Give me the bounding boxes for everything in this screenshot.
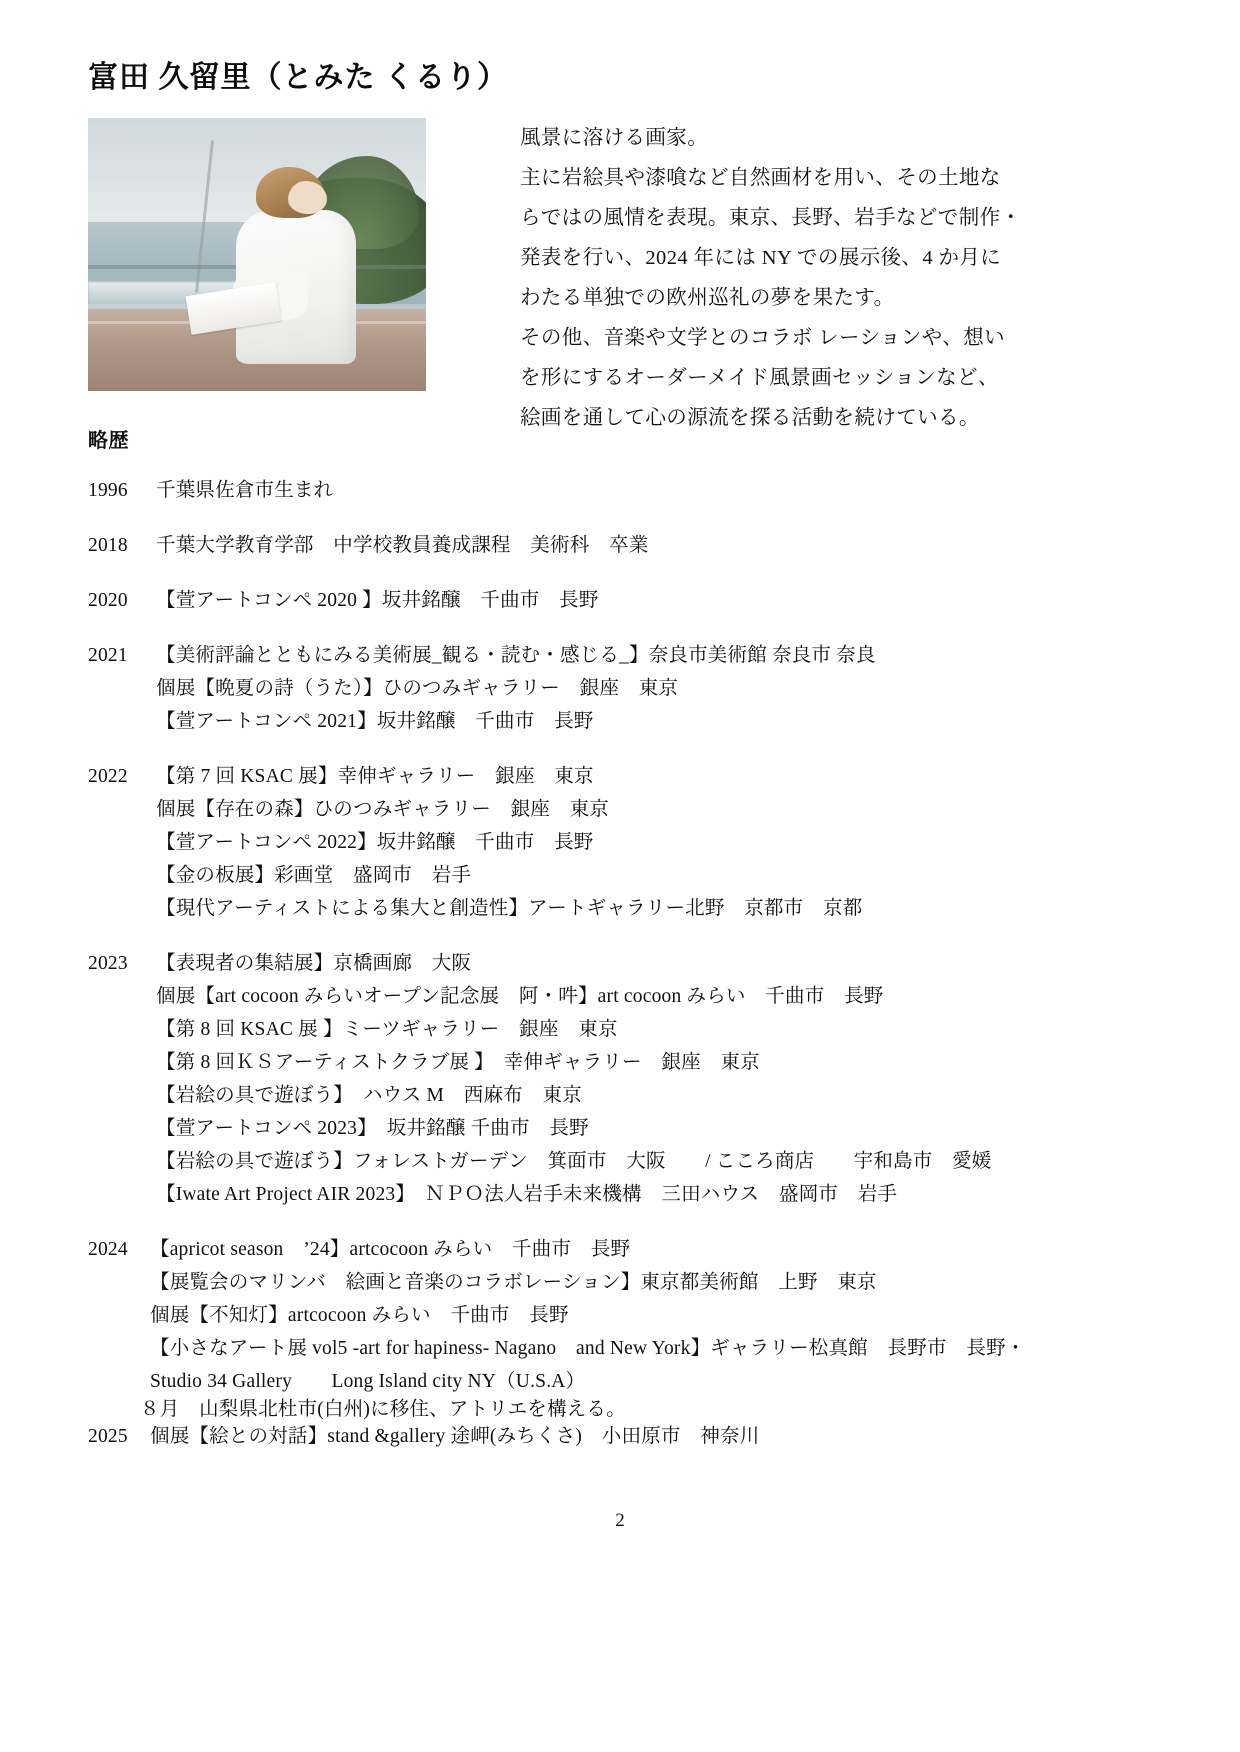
history-line: 【小さなアート展 vol5 -art for hapiness- Nagano and New York】ギャラリー松真館 長野市 長野・ bbox=[150, 1338, 1026, 1359]
history-line: 【第 7 回 KSAC 展】幸伸ギャラリー 銀座 東京 bbox=[156, 766, 594, 787]
history-year: 2023 bbox=[88, 953, 128, 974]
history-entry bbox=[88, 947, 1158, 1211]
bio-line: を形にするオーダーメイド風景画セッションなど、 bbox=[520, 367, 999, 389]
history-lines bbox=[150, 947, 1158, 1211]
history-lines bbox=[150, 760, 1158, 925]
history-line: 【岩絵の具で遊ぼう】 ハウス M 西麻布 東京 bbox=[156, 1085, 582, 1106]
history-lines bbox=[144, 1233, 1158, 1398]
history-line: 個展【晩夏の詩（うた）】ひのつみギャラリー 銀座 東京 bbox=[156, 678, 679, 699]
history-line: 【岩絵の具で遊ぼう】フォレストガーデン 箕面市 大阪 / こころ商店 宇和島市 愛媛 bbox=[156, 1151, 992, 1172]
history-line: 【美術評論とともにみる美術展_観る・読む・感じる_】奈良市美術館 奈良市 奈良 bbox=[156, 645, 876, 666]
history-line: Studio 34 Gallery Long Island city NY（U.S.A） bbox=[150, 1371, 586, 1392]
bio-line: 発表を行い、2024 年には NY での展示後、4 か月に bbox=[520, 247, 1002, 269]
history-year: 2020 bbox=[88, 590, 128, 611]
bio-line: その他、音楽や文学とのコラボ レーションや、想い bbox=[520, 327, 1005, 349]
history-year: 2018 bbox=[88, 535, 128, 556]
history-line: 千葉大学教育学部 中学校教員養成課程 美術科 卒業 bbox=[156, 535, 649, 556]
history-line: 【萱アートコンペ 2023】 坂井銘醸 千曲市 長野 bbox=[156, 1118, 589, 1139]
history-entry bbox=[88, 760, 1158, 925]
history-lines bbox=[150, 529, 1158, 562]
bio-line: 風景に溶ける画家。 bbox=[520, 127, 709, 149]
history-year: 2021 bbox=[88, 645, 128, 666]
history-line: 【apricot season ’24】artcocoon みらい 千曲市 長野 bbox=[150, 1239, 631, 1260]
history-line: 【第 8 回ＫＳアーティストクラブ展 】 幸伸ギャラリー 銀座 東京 bbox=[156, 1052, 760, 1073]
history-year: 1996 bbox=[88, 480, 128, 501]
history-line: 【萱アートコンペ 2022】坂井銘醸 千曲市 長野 bbox=[156, 832, 594, 853]
history-entry bbox=[88, 474, 1158, 507]
history-line: 【第 8 回 KSAC 展 】ミーツギャラリー 銀座 東京 bbox=[156, 1019, 618, 1040]
history-line: 【現代アーティストによる集大と創造性】アートギャラリー北野 京都市 京都 bbox=[156, 898, 863, 919]
history-entry bbox=[88, 584, 1158, 617]
history-year: 2024 bbox=[88, 1239, 128, 1260]
artist-bio bbox=[520, 118, 1025, 438]
history-entry bbox=[88, 529, 1158, 562]
history-line: 千葉県佐倉市生まれ bbox=[156, 480, 334, 501]
history-year: 2025 bbox=[88, 1426, 128, 1447]
history-line: 【表現者の集結展】京橋画廊 大阪 bbox=[156, 953, 472, 974]
bio-line: 主に岩絵具や漆喰など自然画材を用い、その土地な bbox=[520, 167, 1001, 189]
history-line: 【萱アートコンペ 2021】坂井銘醸 千曲市 長野 bbox=[156, 711, 594, 732]
history-line: 【展覧会のマリンバ 絵画と音楽のコラボレーション】東京都美術館 上野 東京 bbox=[150, 1272, 877, 1293]
history-entry bbox=[88, 639, 1158, 738]
history-lines bbox=[150, 584, 1158, 617]
history-year: 2022 bbox=[88, 766, 128, 787]
bio-line: らではの風情を表現。東京、長野、岩手などで制作・ bbox=[520, 207, 1022, 229]
history-line: 個展【絵との対話】stand &gallery 途岬(みちくさ) 小田原市 神奈川 bbox=[150, 1426, 760, 1447]
page-title: 富田 久留里（とみた くるり） bbox=[88, 61, 508, 94]
history-lines bbox=[150, 474, 1158, 507]
portrait-photo bbox=[88, 118, 426, 391]
relocation-note: ８月 山梨県北杜市(白州)に移住、アトリエを構える。 bbox=[140, 1399, 626, 1420]
history-lines bbox=[150, 639, 1158, 738]
history-entry bbox=[88, 1233, 1158, 1398]
history-line: 個展【存在の森】ひのつみギャラリー 銀座 東京 bbox=[156, 799, 610, 820]
bio-line: わたる単独での欧州巡礼の夢を果たす。 bbox=[520, 287, 895, 309]
history-line: 個展【art cocoon みらいオープン記念展 阿・吽】art cocoon みらい 千曲市 長野 bbox=[156, 986, 884, 1007]
history-line: 【金の板展】彩画堂 盛岡市 岩手 bbox=[156, 865, 472, 886]
page-number: 2 bbox=[615, 1510, 625, 1531]
history-line: 【Iwate Art Project AIR 2023】 ＮＰＯ法人岩手未来機構 三田ハウス 盛岡市 岩手 bbox=[156, 1184, 898, 1205]
history-list bbox=[88, 474, 1158, 1475]
bio-line: 絵画を通して心の源流を探る活動を続けている。 bbox=[520, 407, 980, 429]
history-entry bbox=[88, 1420, 1158, 1453]
history-lines bbox=[144, 1420, 1158, 1453]
history-line: 個展【不知灯】artcocoon みらい 千曲市 長野 bbox=[150, 1305, 569, 1326]
section-heading-history: 略歴 bbox=[88, 430, 129, 452]
history-line: 【萱アートコンペ 2020 】坂井銘醸 千曲市 長野 bbox=[156, 590, 599, 611]
photo-person bbox=[230, 167, 392, 364]
